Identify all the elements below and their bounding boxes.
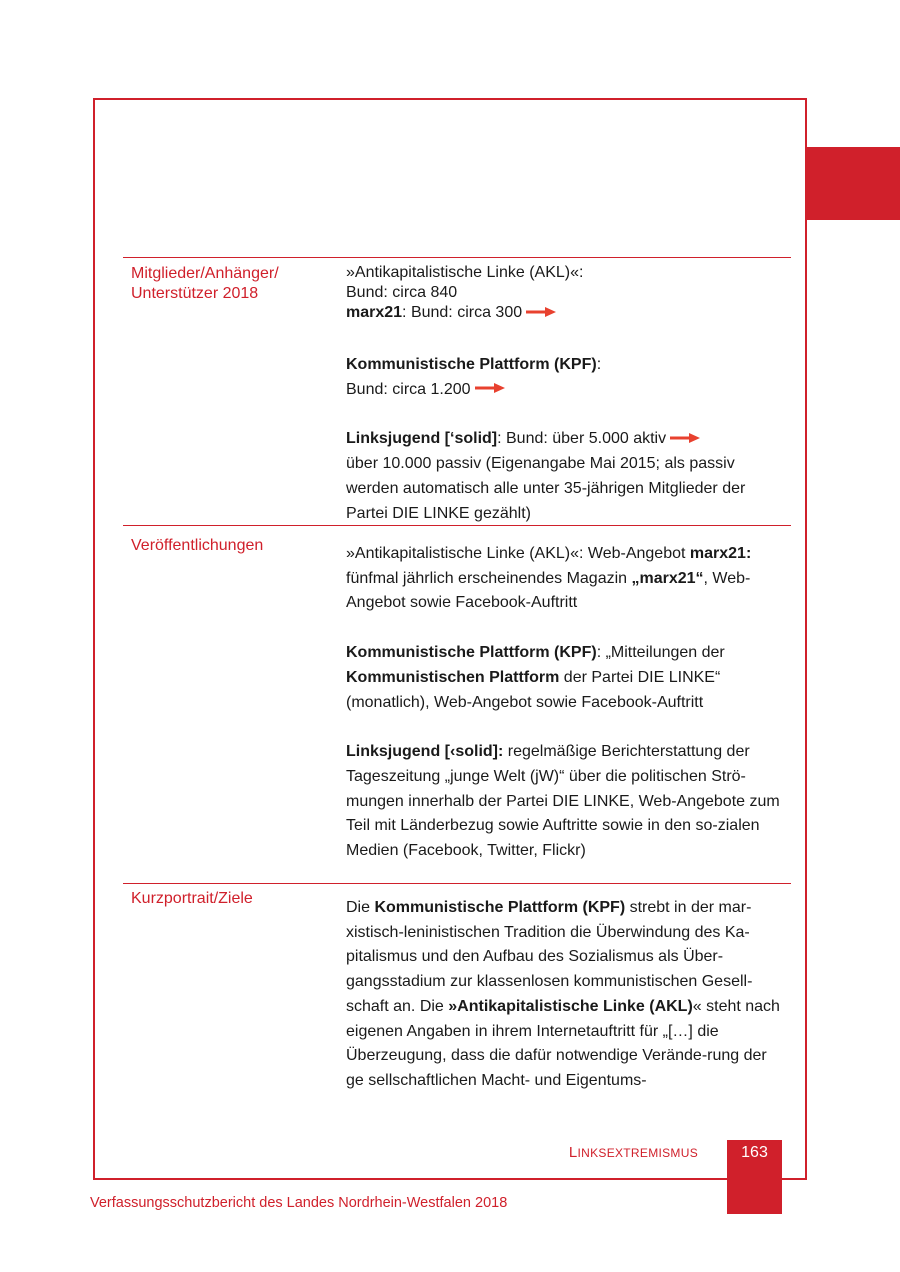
portrait-akl-name: »Antikapitalistische Linke (AKL)	[448, 997, 693, 1015]
right-arrow-icon	[475, 383, 505, 393]
marx21-publication-name: marx21:	[689, 545, 752, 562]
right-arrow-icon	[526, 307, 556, 317]
kpf-line	[346, 353, 786, 378]
portrait-row	[123, 883, 791, 1098]
solid-publication-name: Linksjugend [‹solid]:	[346, 743, 504, 761]
chapter-tab-marker	[807, 147, 900, 220]
kpf-count-line	[346, 378, 786, 403]
portrait-text1: Die	[346, 899, 375, 916]
solid-count: : Bund: über 5.000 aktiv	[497, 430, 667, 448]
solid-publication-text: regelmäßige Berichterstattung der Tageszeitung „junge Welt (jW)“ über die politischen Strö-mungen innerhalb der Partei DIE LINKE, Web-Angebote zum Teil mit Länderbezug sowie Auftritte sowie in den so-zialen Medien (Facebook, Twitter, Flickr)	[346, 743, 780, 860]
kpf-publication	[346, 641, 786, 715]
members-content	[346, 263, 786, 526]
akl-count: Bund: circa 840	[346, 284, 458, 301]
solid-line	[346, 427, 786, 452]
portrait-label: Kurzportrait/Ziele	[131, 890, 253, 907]
portrait-text3: « steht nach eigenen Angaben in ihrem Internetauftritt für „[…] die Überzeugung, dass die dafür notwendige Verände-rung der ge sellschaftlichen Macht- und Eigentums-	[346, 997, 780, 1089]
marx21-line	[346, 303, 786, 323]
kpf-count: Bund: circa 1.200	[346, 380, 471, 398]
portrait-content	[346, 896, 786, 1094]
section-title-initial: L	[568, 1144, 578, 1161]
kpf-name: Kommunistische Plattform (KPF)	[346, 356, 597, 373]
kpf-publication-text2: der Partei DIE LINKE“ (monatlich), Web-Angebot sowie Facebook-Auftritt	[346, 668, 721, 711]
portrait-kpf-name: Kommunistische Plattform (KPF)	[374, 899, 626, 916]
section-title-rest: INKSEXTREMISMUS	[577, 1146, 698, 1160]
kpf-publication-name2: Kommunistischen Plattform	[346, 668, 560, 686]
portrait-text2: strebt in der mar-xistisch-leninistischen Tradition die Überwindung des Ka-pitalismus und den Aufbau des Sozialismus als Über-gangsstadium zur klassenlosen kommunistischen Gesell-schaft an. Die	[346, 899, 753, 1015]
page-number: 163	[727, 1140, 782, 1214]
marx21-name: marx21	[346, 304, 403, 321]
publications-content	[346, 542, 786, 864]
members-label-line2: Unterstützer 2018	[131, 285, 259, 302]
solid-passive: über 10.000 passiv (Eigenangabe Mai 2015; als passiv werden automatisch alle unter 35-jährigen Mitglieder der Partei DIE LINKE gezählt)	[346, 455, 746, 522]
solid-publication	[346, 740, 786, 864]
marx21-publication-text2: , Web-Angebot sowie Facebook-Auftritt	[346, 569, 751, 612]
kpf-colon: :	[596, 356, 602, 373]
akl-title: »Antikapitalistische Linke (AKL)«:	[346, 264, 584, 281]
publications-label: Veröffentlichungen	[131, 537, 264, 554]
portrait-text	[346, 896, 786, 1094]
akl-publication	[346, 542, 786, 616]
kpf-publication-name: Kommunistische Plattform (KPF)	[346, 644, 597, 662]
members-row	[123, 257, 791, 525]
running-section-title	[569, 1144, 698, 1161]
marx21-publication-text: fünfmal jährlich erscheinendes Magazin	[346, 569, 632, 587]
publications-row	[123, 525, 791, 883]
akl-publication-text: »Antikapitalistische Linke (AKL)«: Web-Angebot	[346, 545, 690, 562]
kpf-publication-text: : „Mitteilungen der	[596, 644, 725, 662]
right-arrow-icon	[670, 433, 700, 443]
solid-name: Linksjugend [‘solid]	[346, 430, 498, 448]
marx21-magazine: „marx21“	[631, 569, 704, 587]
document-title: Verfassungsschutzbericht des Landes Nordrhein-Westfalen 2018	[90, 1195, 508, 1211]
members-label-line1: Mitglieder/Anhänger/	[131, 265, 279, 282]
members-label	[131, 264, 331, 304]
marx21-count: : Bund: circa 300	[402, 304, 523, 321]
